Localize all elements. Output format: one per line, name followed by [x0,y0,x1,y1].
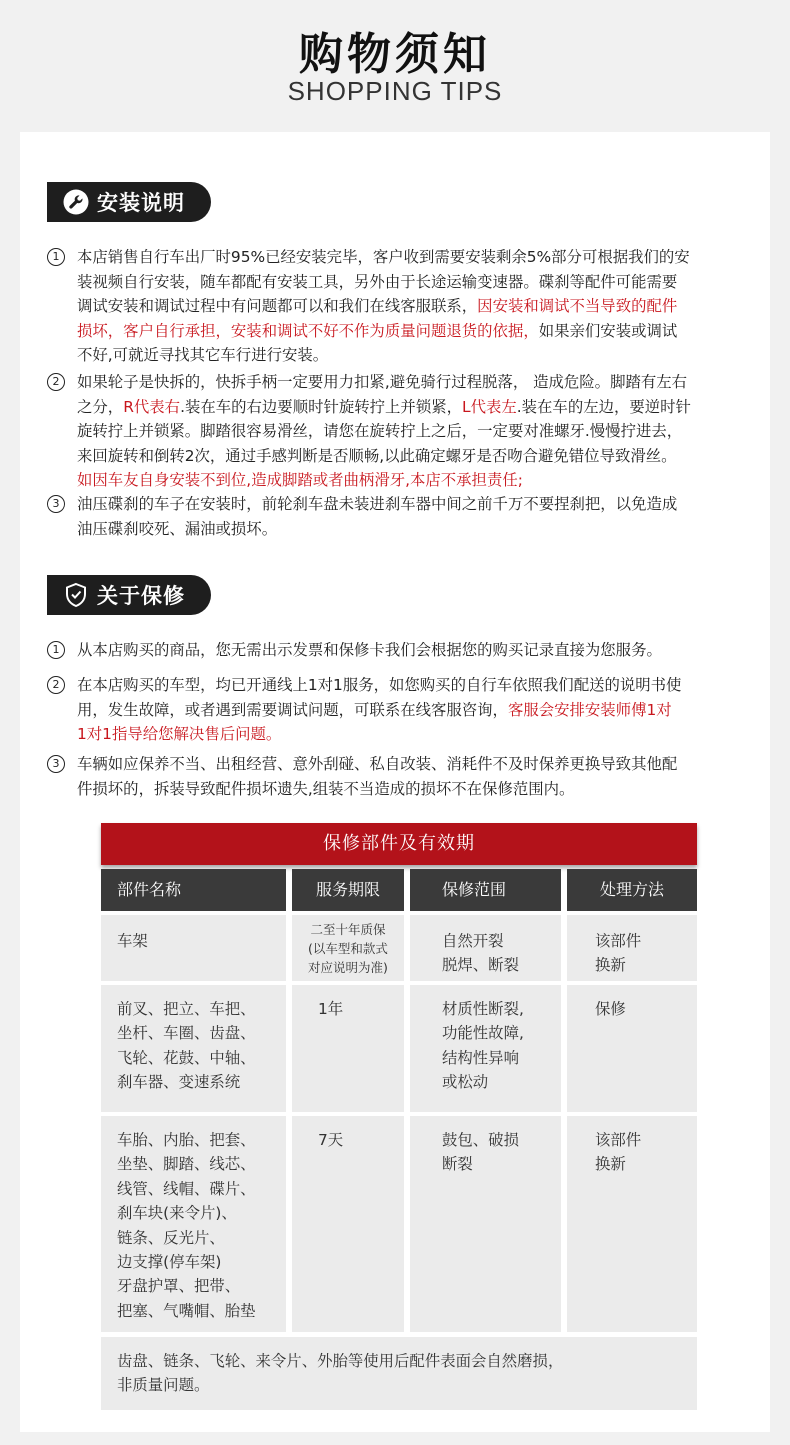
highlight-text: L代表左 [462,397,517,416]
text-line: 前叉、把立、车把、 [117,1000,256,1018]
highlight-text: 如因车友自身安装不到位,造成脚踏或者曲柄滑牙,本店不承担责任; [77,471,523,489]
highlight-text: 损坏，客户自行承担，安装和调试不好不作为质量问题退货的依据， [77,321,539,340]
text-line [77,270,747,295]
text-line [77,319,747,344]
text-line: 该部件 [595,932,642,950]
row1-part [101,915,286,981]
text-line: 换新 [595,956,626,975]
warranty-item-2 [47,673,747,747]
shield-icon [63,582,89,608]
row3-method [567,1116,697,1332]
text-line: 结构性异响 [442,1048,519,1067]
row2-part [101,985,286,1112]
table-header-method: 处理方法 [567,869,697,911]
wrench-icon [63,189,89,215]
text-run: 从本店购买的商品，您无需出示发票和保修卡我们会根据您的购买记录直接为您服务。 [77,641,662,659]
text-run: 不好,可就近寻找其它车行进行安装。 [77,346,329,364]
text-line [77,370,747,395]
text-run: 油压碟刹咬死、漏油或损坏。 [77,519,278,538]
text-line [77,444,747,469]
item-number: 3 [47,755,65,773]
text-run: 来回旋转和倒转2次，通过手感判断是否顺畅,以此确定螺牙是否吻合避免错位导致滑丝。 [77,446,677,465]
highlight-text: 1对1指导给您解决售后问题。 [77,725,282,743]
text-line: 自然开裂 [442,932,504,950]
text-line [77,777,747,802]
text-line: 对应说明为准) [308,960,388,975]
text-line [77,638,747,663]
table-footer-note [101,1337,697,1410]
text-line [77,492,747,517]
text-line: 边支撑(停车架) [117,1253,222,1272]
text-run: 调试安装和调试过程中有问题都可以和我们在线客服联系， [77,297,478,315]
row1-period [292,915,404,981]
row2-method [567,985,697,1112]
install-item-1 [47,245,747,368]
item-number: 2 [47,676,65,694]
table-header-part: 部件名称 [101,869,286,911]
text-line: 鼓包、破损 [442,1131,519,1149]
row3-scope [410,1116,561,1332]
text-line: 齿盘、链条、飞轮、来令片、外胎等使用后配件表面会自然磨损， [117,1352,564,1370]
text-line: 脱焊、断裂 [442,956,519,975]
text-line [77,752,747,777]
warranty-item-3 [47,752,747,801]
text-line [77,343,747,368]
text-line: 换新 [595,1155,626,1174]
highlight-text: R代表右 [123,397,181,416]
text-line [77,673,747,698]
install-item-1-text [77,245,747,368]
install-section-heading [47,182,211,222]
text-run: .装在车的左边，要逆时针 [516,397,691,416]
text-line: 车架 [117,932,148,950]
text-line [77,517,747,542]
row1-scope [410,915,561,981]
text-line: 链条、反光片、 [117,1228,225,1247]
warranty-heading-label: 关于保修 [97,584,185,608]
text-line [77,698,747,723]
install-item-2-text [77,370,747,493]
item-number: 3 [47,495,65,513]
text-line: 线管、线帽、碟片、 [117,1179,256,1198]
text-line: 材质性断裂, [442,1000,524,1018]
text-line [77,419,747,444]
row3-part [101,1116,286,1332]
text-line: 把塞、气嘴帽、胎垫 [117,1301,256,1320]
text-line: 或松动 [442,1073,489,1092]
text-run: 如果轮子是快拆的，快拆手柄一定要用力扣紧,避免骑行过程脱落， 造成危险。脚踏有左右 [77,373,688,391]
item-number: 2 [47,373,65,391]
table-header-scope: 保修范围 [410,869,561,911]
row2-period [292,985,404,1112]
text-run: 如果亲们安装或调试 [538,321,678,340]
text-run: 油压碟刹的车子在安装时，前轮刹车盘未装进刹车器中间之前千万不要捏刹把，以免造成 [77,495,678,513]
text-line: 牙盘护罩、把带、 [117,1277,241,1296]
row2-scope [410,985,561,1112]
text-line: 飞轮、花鼓、中轴、 [117,1048,256,1067]
text-line [77,294,747,319]
text-run: 在本店购买的车型，均已开通线上1对1服务，如您购买的自行车依照我们配送的说明书使 [77,676,682,694]
text-line [77,722,747,747]
text-run: 件损坏的，拆装导致配件损坏遗失,组装不当造成的损坏不在保修范围内。 [77,779,575,798]
warranty-section-heading [47,575,211,615]
text-line [77,468,747,493]
highlight-text: 因安装和调试不当导致的配件 [477,297,678,315]
text-run: 用，发生故障，或者遇到需要调试问题，可联系在线客服咨询， [77,700,508,719]
text-line: 断裂 [442,1155,473,1174]
text-run: 车辆如应保养不当、出租经营、意外刮碰、私自改装、消耗件不及时保养更换导致其他配 [77,755,678,773]
table-title: 保修部件及有效期 [101,823,697,865]
text-run: 旋转拧上并锁紧。脚踏很容易滑丝，请您在旋转拧上之后，一定要对准螺牙.慢慢拧进去， [77,422,683,440]
text-line: 该部件 [595,1131,642,1149]
text-line: 非质量问题。 [117,1376,210,1395]
item-number: 1 [47,641,65,659]
text-line: 二至十年质保 [310,922,386,937]
install-item-3-text [77,492,747,541]
page-subtitle: SHOPPING TIPS [287,76,503,106]
text-run: 本店销售自行车出厂时95%已经安装完毕，客户收到需要安装剩余5%部分可根据我们的安 [77,248,690,266]
text-line: 保修 [595,1000,626,1018]
page-title: 购物须知 [299,29,491,80]
text-line: 坐杆、车圈、齿盘、 [117,1024,256,1043]
text-line: 坐垫、脚踏、线芯、 [117,1155,256,1174]
text-run: 装视频自行安装，随车都配有安装工具，另外由于长途运输变速器。碟刹等配件可能需要 [77,272,678,291]
text-line [77,245,747,270]
page-header [0,0,790,132]
warranty-item-2-text [77,673,747,747]
text-run: 之分， [77,397,124,416]
install-item-2 [47,370,747,493]
warranty-item-1 [47,638,747,663]
text-line: 1年 [318,1000,344,1018]
row1-method [567,915,697,981]
text-line: 车胎、内胎、把套、 [117,1131,256,1149]
install-heading-label: 安装说明 [97,191,185,215]
text-line: 刹车器、变速系统 [117,1073,241,1092]
table-header-period: 服务期限 [292,869,404,911]
text-line: 7天 [318,1131,344,1149]
text-line: 功能性故障, [442,1024,524,1043]
install-item-3 [47,492,747,541]
warranty-item-3-text [77,752,747,801]
text-line: (以车型和款式 [308,941,388,956]
warranty-item-1-text [77,638,747,663]
item-number: 1 [47,248,65,266]
text-line: 刹车块(来令片)、 [117,1204,237,1223]
text-run: .装在车的右边要顺时针旋转拧上并锁紧， [180,397,462,416]
highlight-text: 客服会安排安装师傅1对 [507,700,672,719]
text-line [77,395,747,420]
row3-period [292,1116,404,1332]
